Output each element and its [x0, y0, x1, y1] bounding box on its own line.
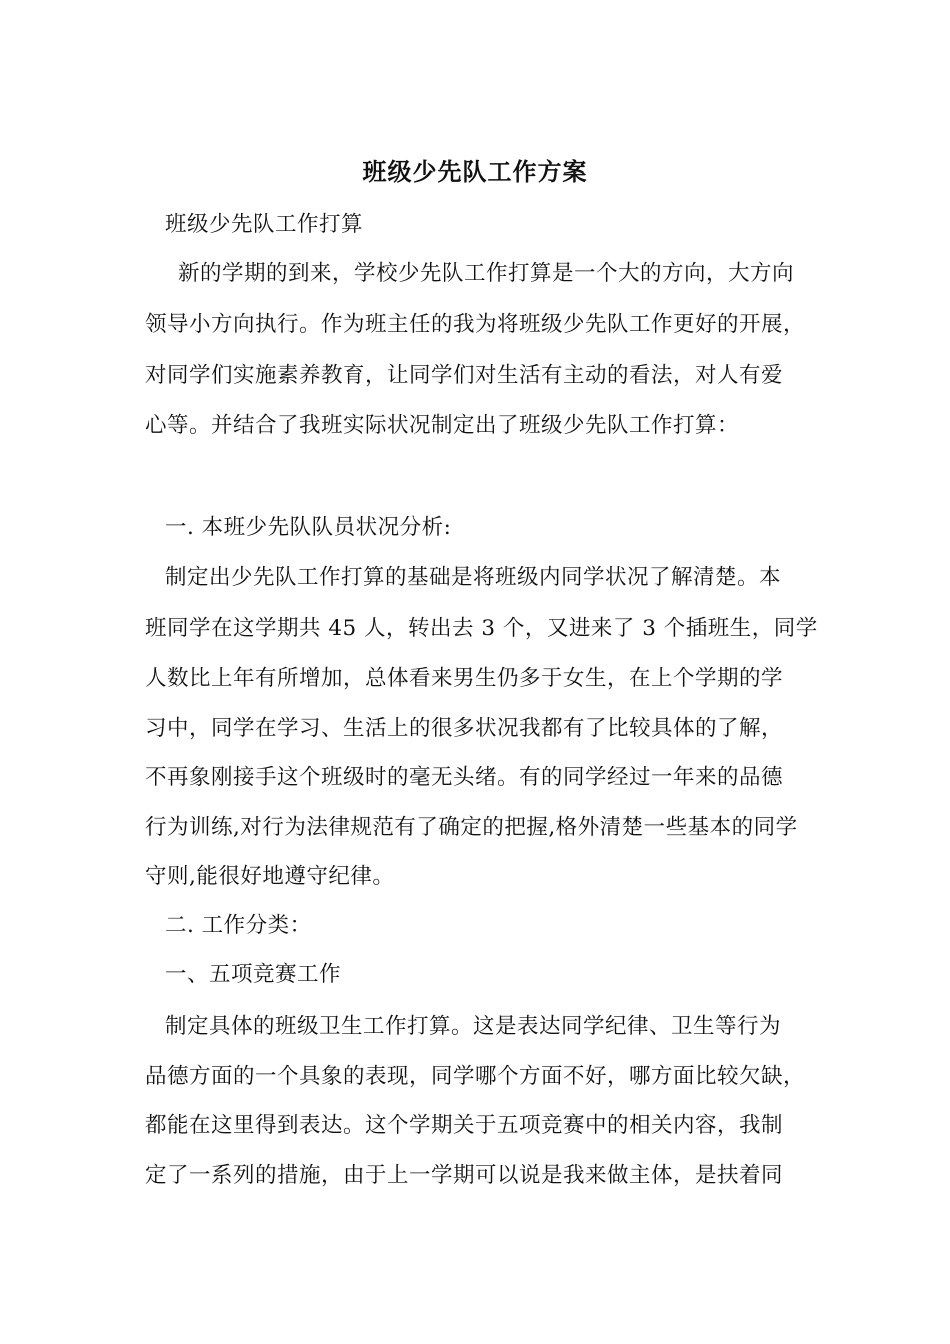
section-heading: 二. 工作分类： [165, 913, 312, 938]
paragraph-line: 定了一系列的措施，由于上一学期可以说是我来做主体，是扶着同 [145, 1163, 784, 1188]
paragraph-line: 制定具体的班级卫生工作打算。这是表达同学纪律、卫生等行为 [165, 1014, 782, 1039]
paragraph-line: 班同学在这学期共 45 人，转出去 3 个，又进来了 3 个插班生，同学 [145, 616, 818, 641]
paragraph-line: 领导小方向执行。作为班主任的我为将班级少先队工作更好的开展， [145, 312, 806, 337]
paragraph-line: 守则,能很好地遵守纪律。 [145, 864, 395, 889]
section-heading: 一. 本班少先队队员状况分析: [165, 515, 452, 540]
paragraph-line: 人数比上年有所增加，总体看来男生仍多于女生，在上个学期的学 [145, 666, 784, 691]
document-title: 班级少先队工作方案 [362, 157, 588, 186]
paragraph-line: 新的学期的到来，学校少先队工作打算是一个大的方向，大方向 [178, 261, 795, 286]
paragraph-line: 不再象刚接手这个班级时的毫无头绪。有的同学经过一年来的品德 [145, 765, 784, 790]
paragraph-line: 制定出少先队工作打算的基础是将班级内同学状况了解清楚。本 [165, 565, 782, 590]
paragraph-line: 都能在这里得到表达。这个学期关于五项竞赛中的相关内容，我制 [145, 1113, 784, 1138]
paragraph-line: 习中，同学在学习、生活上的很多状况我都有了比较具体的了解， [145, 716, 784, 741]
paragraph-line: 品德方面的一个具象的表现，同学哪个方面不好，哪方面比较欠缺， [145, 1064, 806, 1089]
paragraph-line: 心等。并结合了我班实际状况制定出了班级少先队工作打算： [145, 413, 740, 438]
paragraph-line: 行为训练,对行为法律规范有了确定的把握,格外清楚一些基本的同学 [145, 815, 798, 840]
paragraph-line: 对同学们实施素养教育，让同学们对生活有主动的看法，对人有爱 [145, 363, 784, 388]
subsection-heading: 一、五项竞赛工作 [165, 962, 342, 987]
subtitle-line: 班级少先队工作打算 [165, 212, 364, 237]
